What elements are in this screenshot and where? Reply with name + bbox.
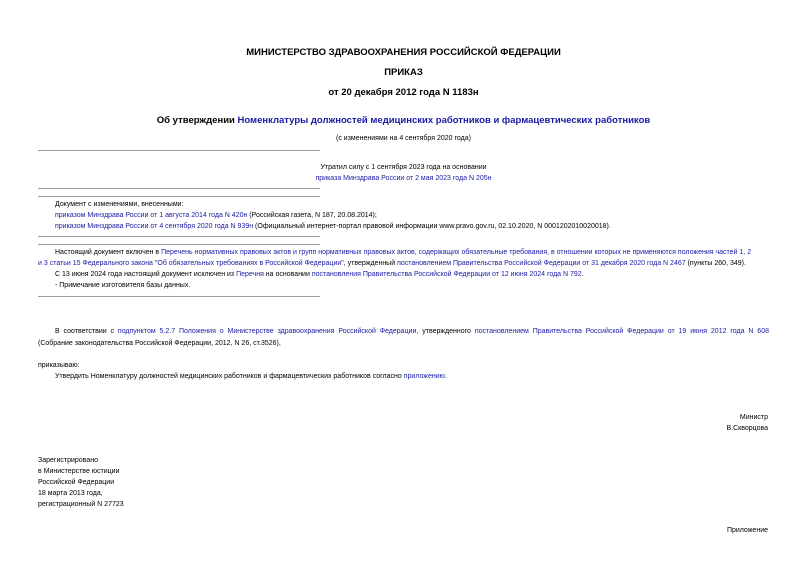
- amendment-link[interactable]: приказом Минздрава России от 1 августа 2014 года N 420н: [55, 212, 248, 219]
- separator: [38, 196, 320, 197]
- title-prefix: Об утверждении: [156, 115, 238, 126]
- document-type: ПРИКАЗ: [384, 67, 423, 78]
- separator: [38, 150, 320, 151]
- body-text: В соответствии с: [55, 328, 118, 335]
- expired-link[interactable]: приказа Минздрава России от 2 мая 2023 года N 205н: [315, 175, 492, 182]
- amendment-item: [55, 212, 377, 219]
- note-text: на основании: [263, 271, 312, 278]
- note-link[interactable]: постановления Правительства Российской Федерации от 12 июня 2024 года N 792: [311, 271, 582, 278]
- registration-line: в Министерстве юстиции: [38, 468, 120, 475]
- registration-line: Российской Федерации: [38, 479, 115, 486]
- note-link[interactable]: Перечень нормативных правовых актов и групп нормативных правовых актов, содержащих обязательные требования, в отношении которых не применяются положения частей 1, 2: [161, 249, 752, 256]
- body-paragraph: [55, 328, 769, 335]
- note-text: Настоящий документ включен в: [55, 249, 162, 256]
- note-link[interactable]: и 3 статьи 15 Федерального закона "Об обязательных требованиях в Российской Федерации": [38, 260, 344, 267]
- registration-line: регистрационный N 27723: [38, 501, 124, 508]
- note-text: .: [581, 271, 584, 278]
- document-date: от 20 декабря 2012 года N 1183н: [328, 87, 479, 98]
- note-line: - Примечание изготовителя базы данных.: [55, 282, 191, 289]
- separator: [38, 244, 320, 245]
- note-text: (пункты 260, 349).: [685, 260, 746, 267]
- registration-line: 18 марта 2013 года,: [38, 490, 103, 497]
- note-text: , утвержденный: [343, 260, 398, 267]
- signature-name: В.Скворцова: [726, 425, 768, 432]
- order-word: приказываю:: [38, 362, 80, 369]
- appendix-link[interactable]: приложению: [403, 373, 445, 380]
- body-text: Утвердить Номенклатуру должностей медицинских работников и фармацевтических работников согласно: [55, 373, 404, 380]
- registration-line: Зарегистрировано: [38, 457, 98, 464]
- body-link[interactable]: подпунктом 5.2.7 Положения о Министерстве здравоохранения Российской Федерации: [117, 328, 417, 335]
- body-text: , утвержденного: [416, 328, 475, 335]
- note-link[interactable]: постановлением Правительства Российской Федерации от 31 декабря 2020 года N 2467: [397, 260, 686, 267]
- document-title: [0, 115, 807, 126]
- separator: [38, 296, 320, 297]
- body-paragraph-cont: (Собрание законодательства Российской Федерации, 2012, N 26, ст.3526),: [38, 340, 281, 347]
- note-link[interactable]: Перечня: [236, 271, 264, 278]
- separator: [38, 236, 320, 237]
- body-paragraph: [55, 373, 447, 380]
- amendments-intro: Документ с изменениями, внесенными:: [55, 201, 184, 208]
- appendix-label: Приложение: [726, 527, 768, 534]
- amendment-link[interactable]: приказом Минздрава России от 4 сентября 2020 года N 939н: [55, 223, 254, 230]
- separator: [38, 188, 320, 189]
- note-line: [55, 271, 584, 278]
- title-link[interactable]: Номенклатуры должностей медицинских работников и фармацевтических работников: [237, 115, 651, 126]
- note-text: С 13 июня 2024 года настоящий документ исключен из: [55, 271, 237, 278]
- note-line: [55, 249, 751, 256]
- body-text: .: [444, 373, 447, 380]
- ministry-heading: МИНИСТЕРСТВО ЗДРАВООХРАНЕНИЯ РОССИЙСКОЙ ФЕДЕРАЦИИ: [246, 47, 561, 58]
- amendment-source: (Официальный интернет-портал правовой информации www.pravo.gov.ru, 02.10.2020, N 0001202010020018).: [253, 223, 611, 230]
- body-link[interactable]: постановлением Правительства Российской Федерации от 19 июня 2012 года N 608: [474, 328, 769, 335]
- changes-note: (с изменениями на 4 сентября 2020 года): [336, 135, 471, 142]
- amendment-source: (Российская газета, N 187, 20.08.2014);: [247, 212, 377, 219]
- note-line: [38, 260, 746, 267]
- signature-position: Министр: [739, 414, 768, 421]
- amendment-item: [55, 223, 611, 230]
- expired-notice: Утратил силу с 1 сентября 2023 года на основании: [320, 164, 487, 171]
